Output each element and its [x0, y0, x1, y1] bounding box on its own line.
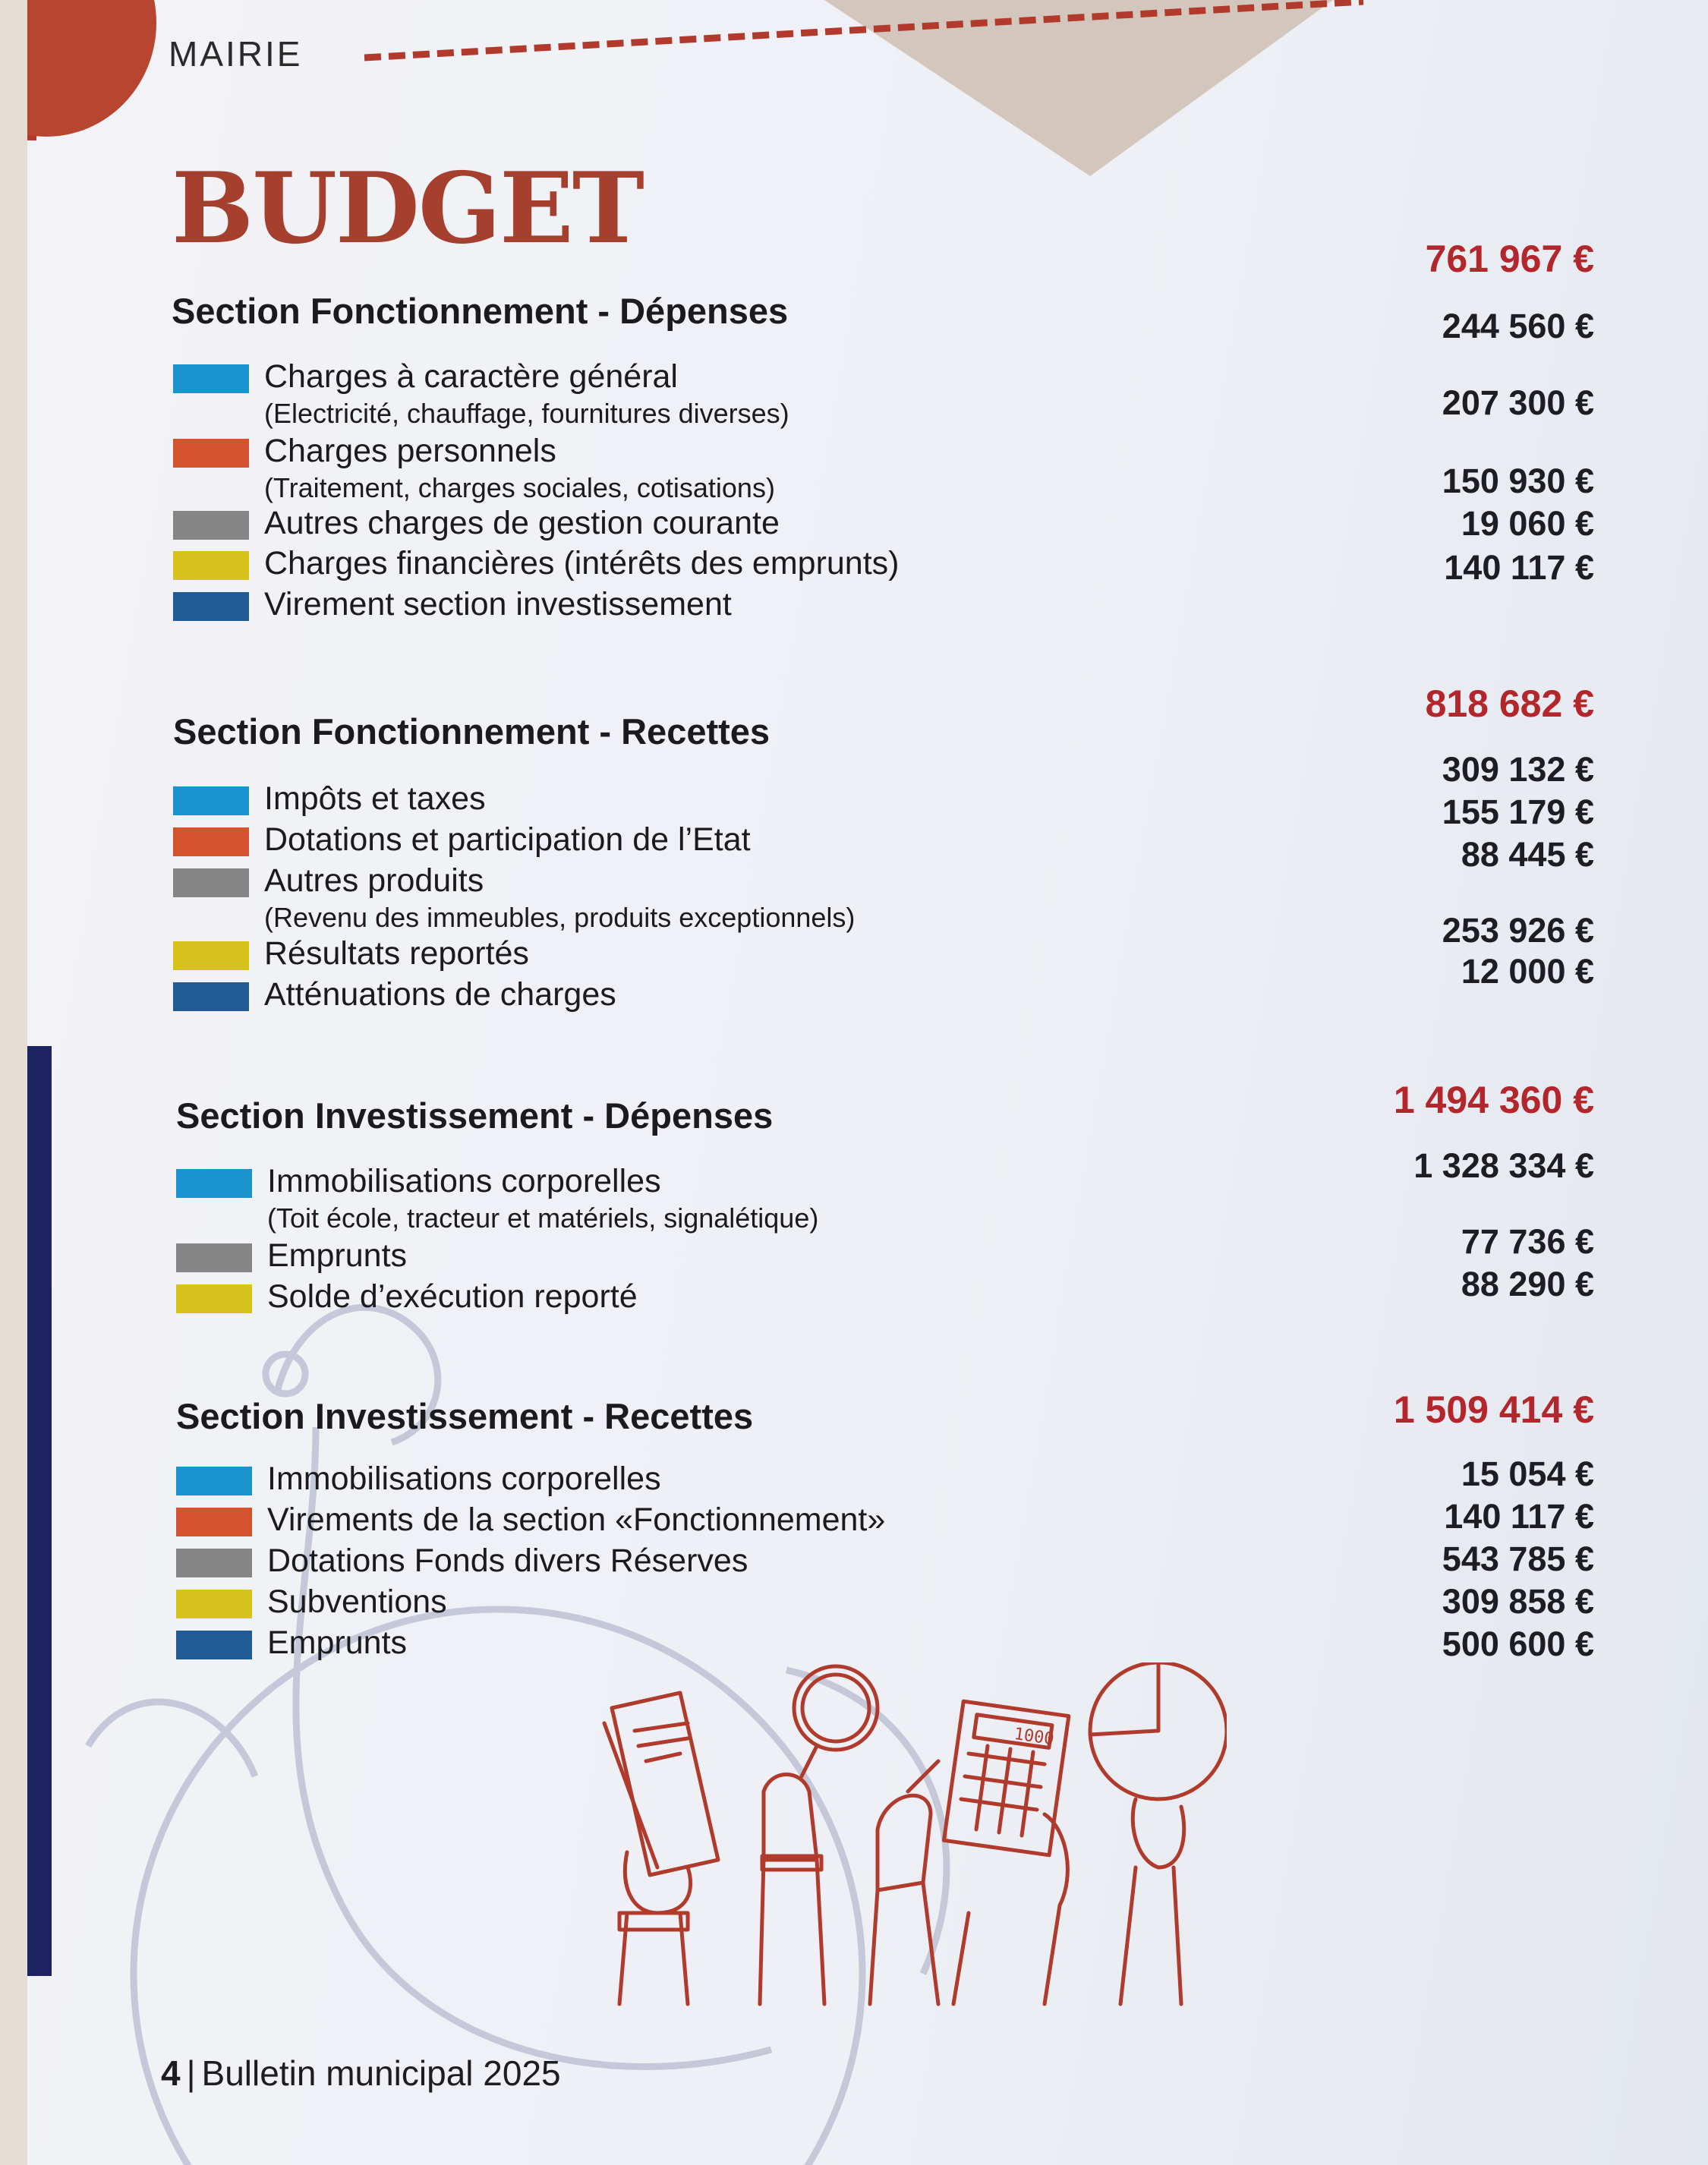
line-amount: 12 000 €	[1461, 952, 1594, 991]
page-number: 4	[161, 2053, 181, 2093]
line-amount: 19 060 €	[1461, 504, 1594, 543]
calculator-display-text: 1000	[1013, 1724, 1056, 1750]
legend-swatch	[173, 364, 249, 393]
line-amount: 88 445 €	[1461, 835, 1594, 874]
legend-swatch	[176, 1284, 252, 1313]
legend-swatch	[173, 982, 249, 1011]
line-amount: 140 117 €	[1444, 548, 1594, 587]
line-label: Emprunts	[267, 1237, 408, 1274]
legend-swatch	[176, 1467, 252, 1495]
line-label: Charges financières (intérêts des emprunts)	[264, 545, 900, 581]
section-total: 761 967 €	[1425, 238, 1594, 280]
line-label: Autres charges de gestion courante	[264, 505, 780, 541]
line-amount: 77 736 €	[1461, 1222, 1594, 1261]
line-amount: 309 132 €	[1442, 750, 1594, 789]
section-title: Section Fonctionnement - Dépenses	[172, 291, 789, 331]
page-title: BUDGET	[172, 152, 643, 266]
publication-name: Bulletin municipal 2025	[201, 2053, 561, 2093]
legend-swatch	[173, 941, 249, 970]
line-label: Autres produits	[264, 862, 484, 899]
line-amount: 500 600 €	[1442, 1625, 1594, 1663]
line-amount: 1 328 334 €	[1413, 1146, 1594, 1185]
line-label: Immobilisations corporelles	[267, 1461, 661, 1497]
line-amount: 309 858 €	[1442, 1582, 1594, 1621]
section-total: 1 494 360 €	[1393, 1079, 1594, 1121]
legend-swatch	[173, 868, 249, 897]
line-label: Emprunts	[267, 1625, 408, 1661]
section-total: 818 682 €	[1425, 682, 1594, 725]
line-amount: 253 926 €	[1442, 911, 1594, 950]
pie-chart-hand-icon	[1090, 1662, 1227, 2004]
line-label: Virements de la section «Fonctionnement»	[267, 1502, 886, 1538]
navy-edge-strip	[27, 1046, 52, 1976]
legend-swatch	[173, 786, 249, 815]
line-label: Résultats reportés	[264, 935, 529, 972]
line-amount: 15 054 €	[1461, 1454, 1594, 1493]
line-detail: (Toit école, tracteur et matériels, signalétique)	[267, 1202, 819, 1234]
pen-hand-icon	[870, 1761, 938, 2004]
line-label: Atténuations de charges	[264, 976, 616, 1013]
line-detail: (Traitement, charges sociales, cotisations)	[264, 472, 775, 503]
legend-swatch	[173, 592, 249, 621]
line-label: Charges personnels	[264, 433, 556, 469]
line-label: Immobilisations corporelles	[267, 1163, 661, 1199]
legend-swatch	[176, 1508, 252, 1536]
line-label: Dotations et participation de l’Etat	[264, 821, 751, 858]
legend-swatch	[173, 827, 249, 856]
footer-separator: |	[186, 2053, 196, 2093]
line-amount: 155 179 €	[1442, 793, 1594, 831]
magnifier-hand-icon	[760, 1666, 878, 2004]
line-amount: 150 930 €	[1442, 462, 1594, 500]
line-amount: 244 560 €	[1442, 307, 1594, 345]
line-amount: 88 290 €	[1461, 1265, 1594, 1303]
section-title: Section Investissement - Recettes	[176, 1396, 754, 1436]
line-label: Virement section investissement	[264, 586, 732, 622]
line-label: Charges à caractère général	[264, 358, 678, 395]
legend-swatch	[176, 1549, 252, 1577]
line-amount: 207 300 €	[1442, 383, 1594, 422]
line-amount: 543 785 €	[1442, 1539, 1594, 1578]
hands-illustration	[574, 1662, 1227, 2012]
legend-swatch	[176, 1169, 252, 1198]
legend-swatch	[176, 1631, 252, 1659]
document-hand-icon	[604, 1693, 718, 2004]
line-label: Subventions	[267, 1584, 447, 1620]
line-label: Solde d’exécution reporté	[267, 1278, 638, 1315]
section-title: Section Investissement - Dépenses	[176, 1095, 774, 1136]
legend-swatch	[176, 1243, 252, 1272]
page-footer	[161, 2053, 561, 2094]
legend-swatch	[173, 511, 249, 540]
bulletin-page	[27, 0, 1708, 2165]
line-detail: (Electricité, chauffage, fournitures diverses)	[264, 398, 789, 429]
section-title: Section Fonctionnement - Recettes	[173, 711, 770, 752]
legend-swatch	[176, 1590, 252, 1618]
line-detail: (Revenu des immeubles, produits exceptionnels)	[264, 902, 856, 933]
legend-swatch	[173, 551, 249, 580]
header-label: MAIRIE	[169, 34, 303, 74]
legend-swatch	[173, 439, 249, 468]
section-total: 1 509 414 €	[1393, 1388, 1594, 1431]
line-amount: 140 117 €	[1444, 1497, 1594, 1536]
line-label: Dotations Fonds divers Réserves	[267, 1543, 748, 1579]
line-label: Impôts et taxes	[264, 780, 486, 817]
